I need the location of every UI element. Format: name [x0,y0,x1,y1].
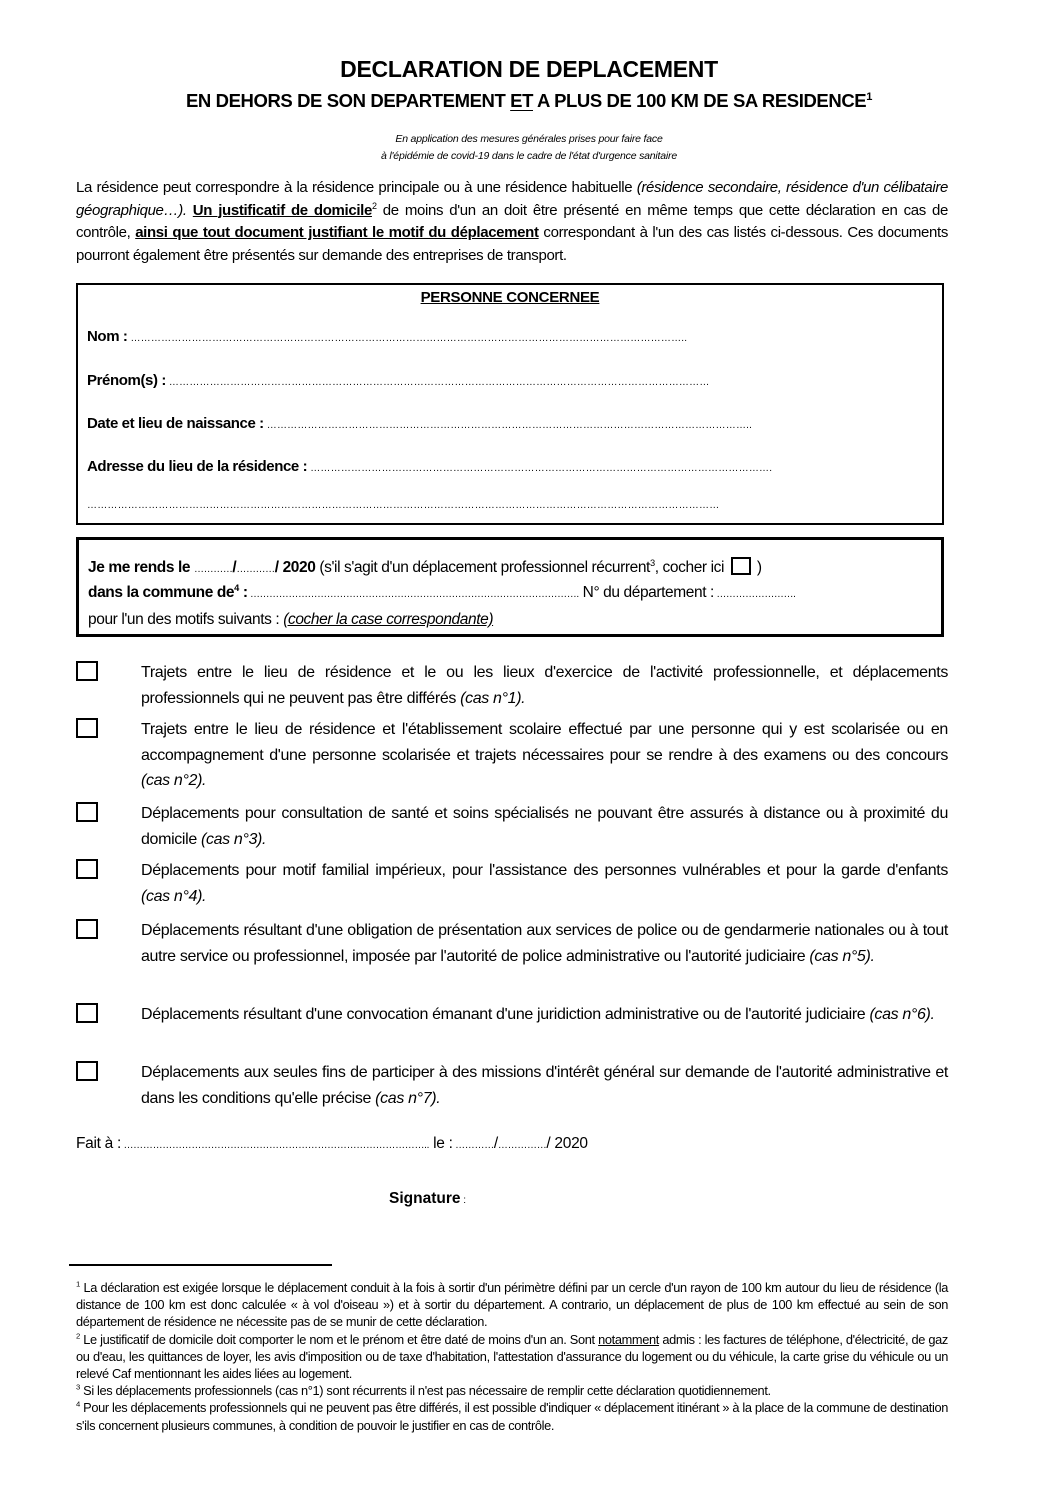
document-subtitle [0,90,1058,112]
reasons-instruction-line [88,611,935,629]
reason-text-3 [141,801,948,852]
intro-emphasis: Un justificatif de domicile [192,201,372,219]
reason-description: Déplacements pour consultation de santé et soins spécialisés ne pouvant être assurés à distance ou à proximité du domicile [141,805,948,848]
birth-date-place-input-line[interactable]: …………………………………………………………………………………………………………………………….. [263,420,753,431]
footnote-separator [69,1264,332,1266]
trip-day-input[interactable]: ………… [194,564,233,575]
reasons-instruction-hint: (cocher la case correspondante) [283,611,494,628]
footnote-text: Pour les déplacements professionnels qui ne peuvent pas être différés, il est possible d'indiquer « déplacement itinérant » à la place de la commune de destination s'ils concernent plusieurs communes, à condition de pouvoir le justifier en cas de contrôle. [76,1400,948,1433]
reason-description: Trajets entre le lieu de résidence et le ou les lieux d'exercice de l'activité professionnelle, et déplacements professionnels qui ne peuvent pas être différés [141,664,948,707]
intro-text: de moins d'un an doit être présenté en même temps que cette déclaration en cas de contrôle, [76,201,948,241]
footnote-text: admis : les factures de téléphone, d'électricité, de gaz ou d'eau, les quittances de loyer, les avis d'imposition ou de taxe d'habitation, l'attestation d'assurance du logement ou du véhicule, la carte grise du véhicule ou un relevé Caf mentionnant les aides liées au logement. [76,1331,948,1382]
signature-field[interactable] [389,1190,466,1208]
reason-case-number: (cas n°2). [141,772,207,789]
reason-case-number: (cas n°5). [809,947,875,965]
footnote-text: Si les déplacements professionnels (cas n°1) sont récurrents il n'est pas nécessaire de remplir cette déclaration quotidiennement. [79,1383,771,1399]
department-number-label: N° du département : [578,584,714,601]
birth-date-place-field[interactable] [87,415,933,432]
footnotes [76,1279,948,1434]
destination-line [88,584,935,602]
first-name-field[interactable] [87,372,933,389]
first-name-input-line[interactable]: …………………………………………………………………………………………………………………………………………… [165,377,710,388]
footnote-3 [76,1382,948,1399]
footnote-2 [76,1331,948,1383]
footnote-ref: 2 [371,200,377,211]
subtitle-text: EN DEHORS DE SON DEPARTEMENT [185,90,511,111]
intro-text: correspondant à l'un des cas listés ci-dessous. Ces documents pourront également être présentés sur demande des entreprises de transport. [76,224,949,264]
signing-place-input[interactable]: ………………………………………………………………………………….. [120,1140,430,1151]
intro-text: La résidence peut correspondre à la résidence principale ou à une résidence habituelle [76,179,637,196]
footnote-emphasis: notamment [598,1331,659,1347]
department-number-input[interactable]: ……………………. [713,589,796,600]
recurrent-note: (s'il s'agit d'un déplacement professionnel récurrent [315,559,650,576]
reason-checkbox-7[interactable] [76,1061,98,1081]
footnote-ref: 4 [234,584,239,593]
name-label: Nom : [87,328,128,345]
trip-date-label: Je me rends le [88,559,195,576]
reason-checkbox-5[interactable] [76,919,98,939]
reason-description: Déplacements aux seules fins de participer à des missions d'intérêt général sur demande de l'autorité administrative et dans les conditions qu'elle précise [141,1064,948,1107]
footnote-ref: 3 [649,557,655,568]
reason-case-number: (cas n°3). [200,830,267,848]
reason-description: Trajets entre le lieu de résidence et l'établissement scolaire effectué par une personne qui y est scolarisée ou en accompagnement d'une personne scolarisée et trajets nécessaires pour se rendre à des examens ou des concours [141,721,948,764]
footnote-text: Le justificatif de domicile doit comporter le nom et le prénom et être daté de moins d'un an. Sont [79,1331,599,1347]
address-input-line[interactable]: ………………………………………………………………………………………………………………………. [307,463,773,474]
footnote-number: 2 [76,1331,80,1341]
signing-place-date-line [76,1135,588,1153]
footnote-4 [76,1399,948,1433]
intro-italic: (résidence secondaire, résidence d'un célibataire géographique…). [76,179,948,219]
signing-year: / 2020 [546,1135,588,1152]
reason-case-number: (cas n°4). [141,887,207,905]
date-separator: / [232,559,237,576]
reason-checkbox-1[interactable] [76,661,98,681]
document-title: DECLARATION DE DEPLACEMENT [340,56,718,82]
address-label: Adresse du lieu de la résidence : [87,458,308,475]
footnote-1 [76,1279,948,1331]
name-input-line[interactable]: ……………………………………………………………………………………………………………………………………………….. [127,333,688,344]
reason-text-1 [141,660,948,711]
reason-case-number: (cas n°6). [869,1006,935,1023]
reason-text-7 [141,1060,948,1111]
address-continued-field[interactable] [87,495,933,512]
legal-context-line: à l'épidémie de covid-19 dans le cadre de l'état d'urgence sanitaire [381,150,677,162]
footnote-number: 4 [76,1400,80,1410]
person-section [76,283,944,525]
reason-checkbox-3[interactable] [76,802,98,822]
destination-commune-input[interactable]: …………………………………………………………………………………………. [247,589,579,600]
signing-day-input[interactable]: ………… [452,1140,494,1151]
trip-year: / 2020 [274,559,316,576]
recurrent-note: , cocher ici [654,559,728,576]
signature-label: : [460,1195,467,1206]
reason-description: Déplacements résultant d'une obligation de présentation aux services de police ou de gendarmerie nationales ou à tout autre service ou professionnel, imposée par l'autorité de police administrative ou l'autorité judiciaire [141,922,948,965]
reason-case-number: (cas n°7). [375,1089,441,1107]
footnote-text: La déclaration est exigée lorsque le déplacement conduit à la fois à sortir d'un périmètre défini par un cercle d'un rayon de 100 km autour du lieu de résidence (la distance de 100 km est donc calculée « à vol d'oiseau ») et à sortir du département. A contrario, un déplacement de plus de 100 km effectué au sein de son département de résidence ne nécessite pas de se munir de cette déclaration. [76,1280,948,1330]
signing-month-input[interactable]: …………… [497,1140,547,1151]
subtitle-text: A PLUS DE 100 KM DE SA RESIDENCE [533,90,867,111]
signature-label: Signature [389,1190,461,1207]
birth-date-place-label: Date et lieu de naissance : [87,415,264,432]
first-name-label: Prénom(s) : [87,372,166,389]
legal-context [0,131,1058,165]
footnote-ref: 1 [866,90,873,103]
reason-checkbox-2[interactable] [76,718,98,738]
address-field[interactable] [87,458,933,475]
reason-text-2 [141,717,948,794]
date-separator: / [493,1135,498,1152]
intro-emphasis: ainsi que tout document justifiant le motif du déplacement [135,224,539,241]
reason-checkbox-4[interactable] [76,859,98,879]
trip-date-line [88,557,935,577]
reason-description: Déplacements pour motif familial impérieux, pour l'assistance des personnes vulnérables et pour la garde d'enfants [141,862,948,879]
reason-checkbox-6[interactable] [76,1003,98,1023]
name-field[interactable] [87,328,933,345]
signing-place-label: Fait à : [76,1135,121,1152]
destination-label: : [238,584,248,601]
reason-description: Déplacements résultant d'une convocation émanant d'une juridiction administrative ou de l'autorité judiciaire [141,1006,870,1023]
footnote-number: 3 [76,1382,80,1392]
reason-case-number: (cas n°1). [460,689,526,707]
legal-context-line: En application des mesures générales prises pour faire face [395,133,663,145]
recurrent-note: ) [752,559,762,576]
footnote-number: 1 [76,1279,80,1289]
trip-month-input[interactable]: ………… [236,564,275,575]
subtitle-emphasis: ET [510,90,533,111]
reason-text-4 [141,858,948,909]
signing-date-label: le : [429,1135,453,1152]
person-section-heading: PERSONNE CONCERNEE [420,289,600,306]
intro-paragraph [76,177,948,267]
destination-label: dans la commune de [88,584,235,601]
reasons-instruction-label: pour l'un des motifs suivants : [88,611,284,628]
trip-section [76,537,944,637]
reason-text-6 [141,1002,948,1028]
recurrent-trip-checkbox[interactable] [731,557,751,575]
address-continued-input-line[interactable]: …………………………………………………………………………………………………………………………………………………………………… [87,500,720,511]
reason-text-5 [141,918,948,969]
